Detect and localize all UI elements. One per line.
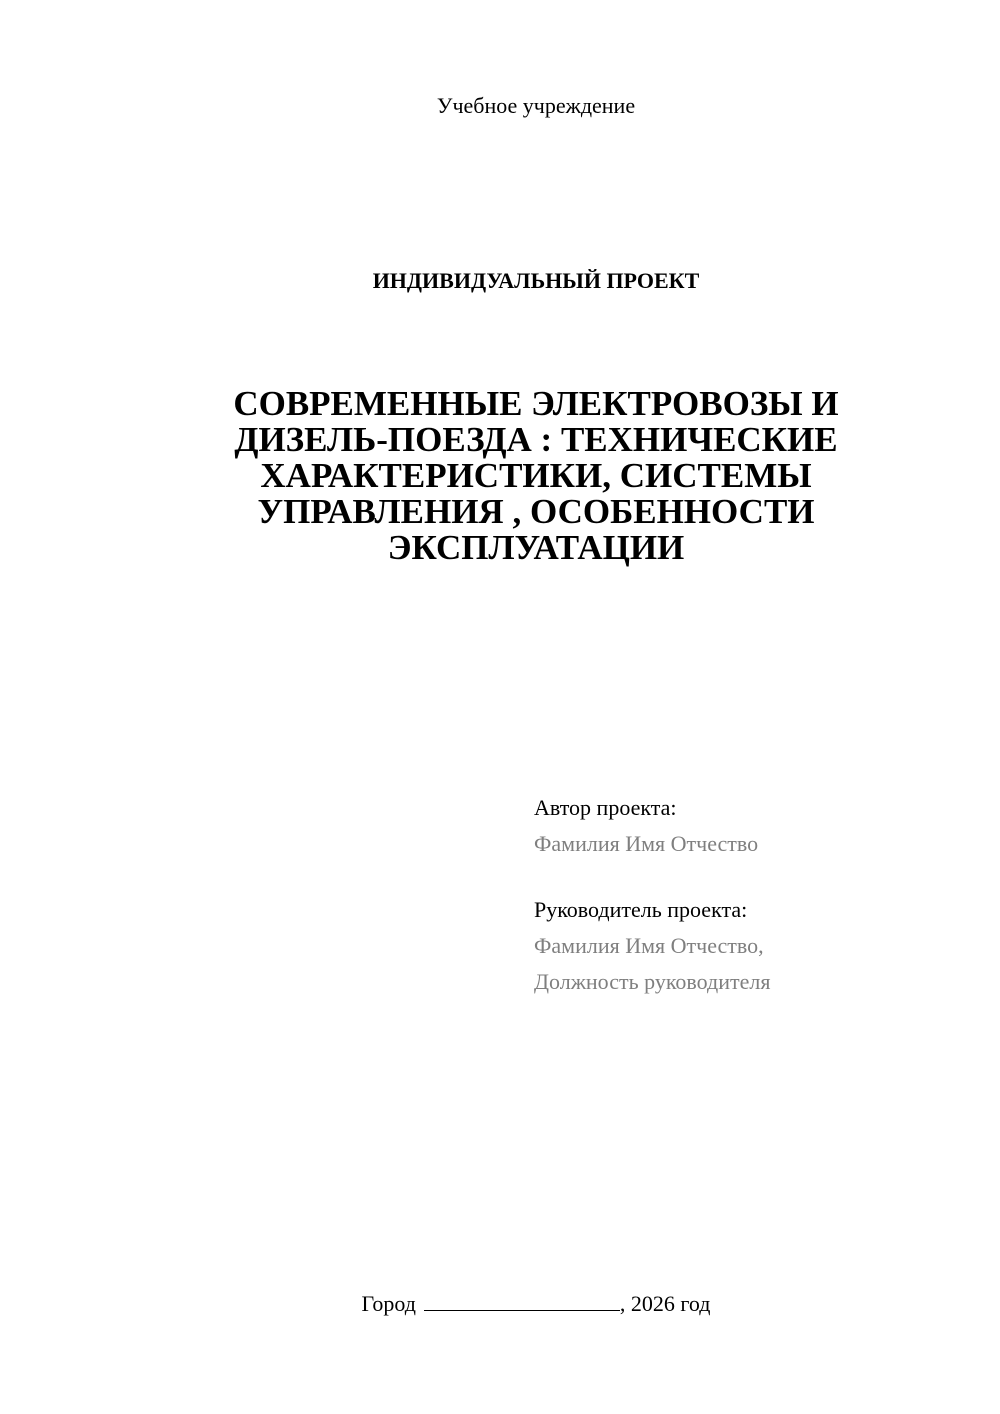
project-title-line: УПРАВЛЕНИЯ , ОСОБЕННОСТИ [257, 492, 815, 531]
project-title-line: ДИЗЕЛЬ-ПОЕЗДА : ТЕХНИЧЕСКИЕ [234, 420, 838, 459]
author-label: Автор проекта: [534, 795, 677, 820]
supervisor-position-placeholder: Должность руководителя [534, 969, 771, 994]
project-title-line: СОВРЕМЕННЫЕ ЭЛЕКТРОВОЗЫ И [233, 384, 839, 423]
institution-name: Учебное учреждение [436, 93, 636, 118]
year-text: , 2026 год [619, 1291, 711, 1316]
project-title-line: ЭКСПЛУАТАЦИИ [387, 528, 685, 567]
city-blank-underline [424, 1292, 620, 1311]
project-title [195, 386, 877, 566]
city-year-line [0, 1290, 1000, 1318]
supervisor-name-placeholder: Фамилия Имя Отчество, [534, 933, 764, 958]
city-label: Город [361, 1291, 416, 1316]
project-title-line: ХАРАКТЕРИСТИКИ, СИСТЕМЫ [260, 456, 812, 495]
authors-block [534, 790, 974, 1000]
project-type-heading: ИНДИВИДУАЛЬНЫЙ ПРОЕКТ [372, 268, 700, 293]
authors-spacer [534, 862, 974, 892]
author-name-placeholder: Фамилия Имя Отчество [534, 831, 759, 856]
supervisor-label: Руководитель проекта: [534, 897, 748, 922]
